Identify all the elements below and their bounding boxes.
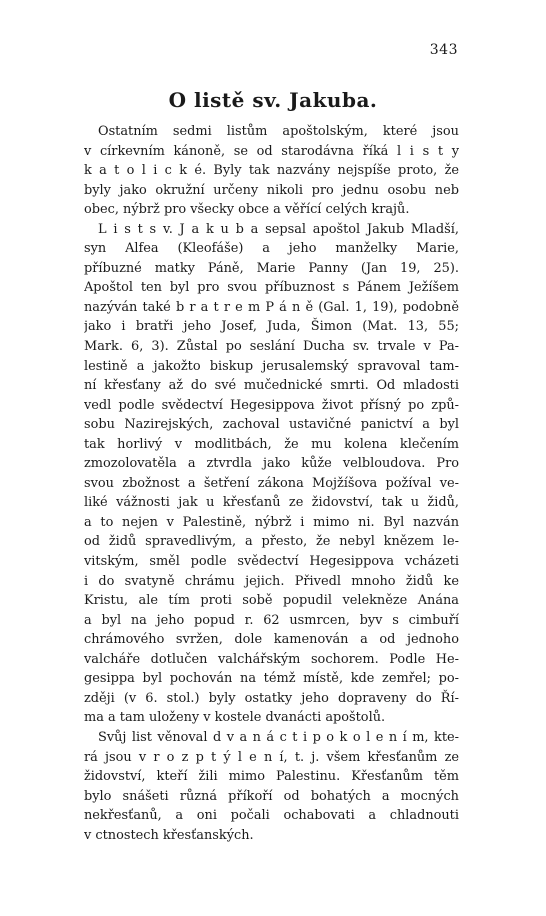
text-line: svou zbožnost a šetření zákona Mojžíšova požíval ve- — [84, 475, 459, 491]
page-number: 343 — [429, 42, 458, 58]
text-line: chrámového svržen, dole kamenován a od jednoho — [84, 632, 459, 648]
text-line: a to nejen v Palestině, nýbrž i mimo ni. Byl nazván — [84, 514, 459, 530]
text-line: zmozolovatěla a ztvrdla jako kůže velbloudova. Pro — [84, 456, 459, 472]
text-line: v církevním kánoně, se od starodávna říká l i s t y — [84, 143, 459, 159]
text-line: Svůj list věnoval d v a n á c t i p o k o l e n í m, kte- — [98, 729, 459, 745]
text-line: Ostatním sedmi listům apoštolským, které jsou — [98, 124, 459, 139]
text-line: tak horlivý v modlitbách, že mu kolena klečením — [84, 436, 459, 452]
text-line: obec, nýbrž pro všecky obce a věřící celých krajů. — [84, 202, 410, 218]
text-line: valcháře dotlučen valchářským sochorem. Podle He- — [84, 651, 459, 667]
text-line: i do svatyně chrámu jejich. Přivedl mnoho židů ke — [84, 573, 459, 589]
text-line: sobu Nazirejských, zachoval ustavičné panictví a byl — [84, 417, 459, 433]
text-line: příbuzné matky Páně, Marie Panny (Jan 19, 25). — [84, 260, 459, 276]
text-line: liké vážnosti jak u křesťanů ze židovství, tak u židů, — [84, 495, 459, 511]
text-line: vedl podle svědectví Hegesippova život přísný po způ- — [84, 397, 459, 413]
text-line: nazýván také b r a t r e m P á n ě (Gal. 1, 19), podobně — [84, 299, 459, 315]
text-line: zději (v 6. stol.) byly ostatky jeho dopraveny do Ří- — [84, 690, 459, 706]
text-line: ma a tam uloženy v kostele dvanácti apoštolů. — [84, 710, 386, 726]
text-line: syn Alfea (Kleofáše) a jeho manželky Marie, — [84, 241, 459, 257]
text-line: od židů spravedlivým, a přesto, že nebyl knězem le- — [84, 534, 459, 550]
text-line: ní křesťany až do své mučednické smrti. Od mladosti — [84, 378, 459, 394]
text-line: byly jako okružní určeny nikoli pro jednu osobu neb — [84, 182, 459, 198]
text-line: Kristu, ale tím proti sobě popudil velekněze Anána — [84, 593, 459, 609]
text-line: v ctnostech křesťanských. — [84, 827, 254, 843]
text-line: židovství, kteří žili mimo Palestinu. Křesťanům těm — [84, 769, 459, 785]
text-line: gesippa byl pochován na témž místě, kde zemřel; po- — [84, 671, 459, 687]
text-line: rá jsou v r o z p t ý l e n í, t. j. všem křesťanům ze — [84, 749, 459, 765]
body-text — [84, 122, 459, 845]
text-line: nekřesťanů, a oni počali ochabovati a chladnouti — [84, 808, 459, 824]
text-line: L i s t s v. J a k u b a sepsal apoštol Jakub Mladší, — [98, 221, 459, 237]
text-line: bylo snášeti různá příkoří od bohatých a mocných — [84, 788, 459, 804]
text-line: k a t o l i c k é. Byly tak nazvány nejspíše proto, že — [84, 163, 459, 179]
text-line: vitským, směl podle svědectví Hegesippova vcházeti — [84, 554, 459, 570]
text-line: lestině a jakožto biskup jerusalemský spravoval tam- — [84, 358, 459, 374]
text-line: jako i bratři jeho Josef, Juda, Šimon (Mat. 13, 55; — [84, 319, 459, 335]
text-line: a byl na jeho popud r. 62 usmrcen, byv s cimbuří — [84, 612, 459, 628]
text-line: Apoštol ten byl pro svou příbuznost s Pánem Ježíšem — [84, 280, 459, 296]
chapter-title: O listě sv. Jakuba. — [168, 88, 378, 112]
text-line: Mark. 6, 3). Zůstal po seslání Ducha sv. trvale v Pa- — [84, 339, 459, 355]
